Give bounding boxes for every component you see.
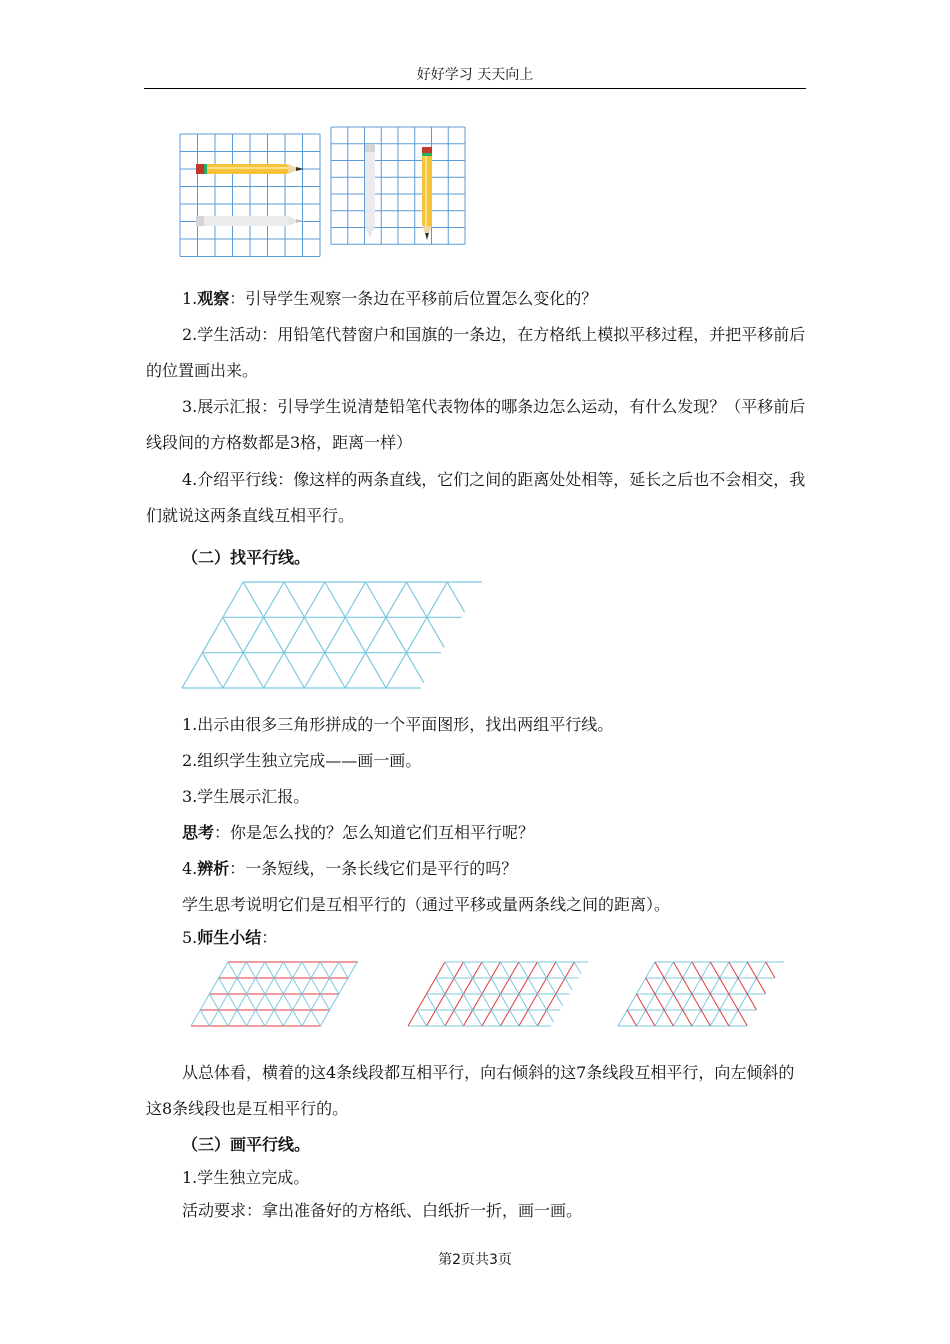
section-3-heading: （三）画平行线。 — [182, 1135, 311, 1154]
s3-step-1-paragraph: 1.学生独立完成。 — [182, 1168, 310, 1187]
explain-paragraph: 学生思考说明它们是互相平行的（通过平移或量两条线之间的距离）。 — [182, 895, 671, 914]
analyze-label: 辨析 — [197, 859, 230, 878]
intro-paragraph: 4.介绍平行线：像这样的两条直线，它们之间的距离处处相等，延长之后也不会相交，我们就说这两条直线互相平行。 — [146, 470, 806, 525]
think-paragraph: 思考：你是怎么找的？怎么知道它们互相平行呢？ — [182, 823, 535, 842]
left-slant-line — [537, 962, 562, 1006]
left-slant-line — [766, 962, 775, 978]
analyze-paragraph: 4.辨析：一条短线，一条长线它们是平行的吗？ — [182, 859, 518, 878]
think-label: 思考 — [182, 823, 215, 842]
left-slant-line — [556, 962, 572, 990]
left-slant-line — [574, 962, 581, 974]
step-2-paragraph: 2.组织学生独立完成——画一画。 — [182, 751, 422, 770]
requirement-paragraph: 活动要求：拿出准备好的方格纸、白纸折一折，画一画。 — [182, 1201, 583, 1220]
left-slant-line — [417, 1010, 426, 1026]
page-footer: 第2页共3页 — [438, 1252, 512, 1268]
summary-paragraph: 5.师生小结： — [182, 928, 278, 947]
conclusion-paragraph: 从总体看，横着的这4条线段都互相平行，向右倾斜的这7条线段互相平行，向左倾斜的这8条线段也是互相平行的。 — [146, 1063, 795, 1118]
left-slant-line — [519, 962, 554, 1022]
observe-paragraph: 1.观察：引导学生观察一条边在平移前后位置怎么变化的？ — [182, 289, 598, 308]
left-slant-line — [200, 1010, 209, 1026]
report-paragraph: 3.展示汇报：引导学生说清楚铅笔代表物体的哪条边怎么运动，有什么发现？（平移前后线段间的方格数都是3格，距离一样） — [146, 397, 806, 452]
left-slant-line — [339, 962, 349, 979]
observe-label: 观察 — [197, 289, 230, 308]
step-3-paragraph: 3.学生展示汇报。 — [182, 787, 310, 806]
section-2-heading: （二）找平行线。 — [182, 548, 311, 567]
page-header: 好好学习 天天向上 — [416, 67, 534, 83]
left-slant-line — [627, 1010, 636, 1026]
summary-label: 师生小结 — [197, 928, 262, 947]
activity-paragraph: 2.学生活动：用铅笔代替窗户和国旗的一条边，在方格纸上模拟平移过程，并把平移前后的位置画出来。 — [146, 325, 806, 380]
step-1-paragraph: 1.出示由很多三角形拼成的一个平面图形，找出两组平行线。 — [182, 715, 614, 734]
